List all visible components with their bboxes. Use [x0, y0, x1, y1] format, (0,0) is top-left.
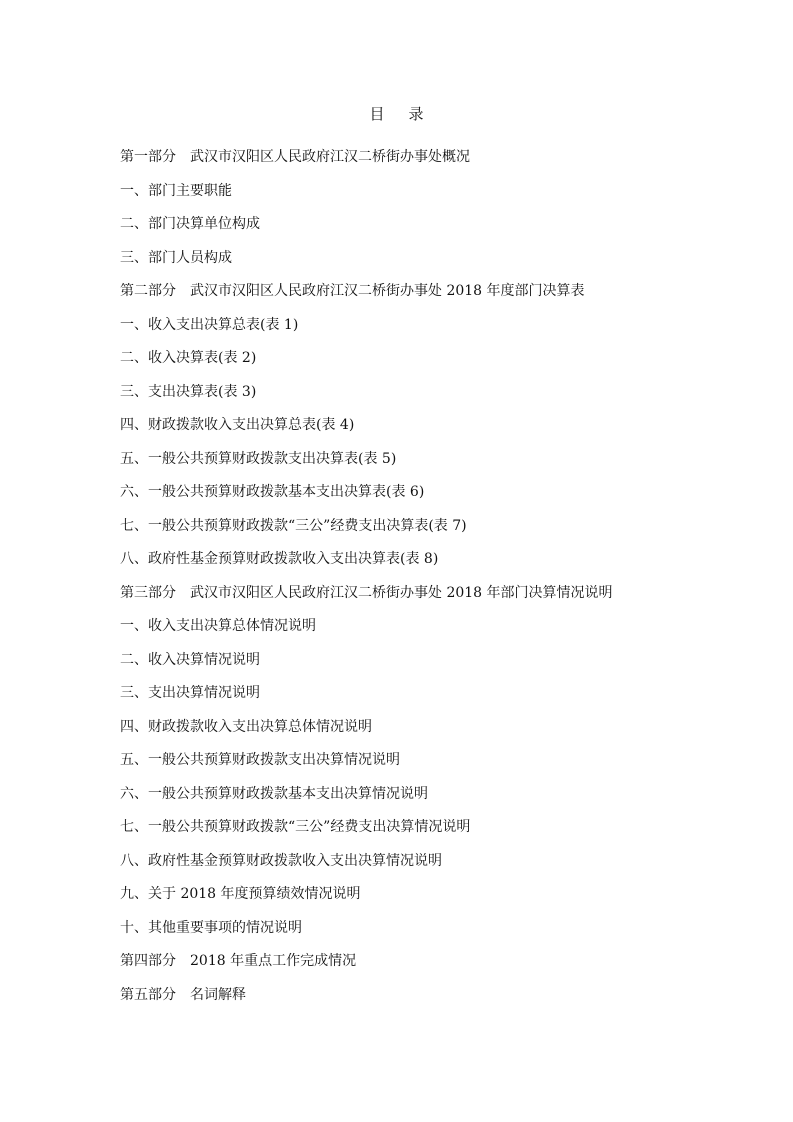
toc-entry: 七、一般公共预算财政拨款“三公”经费支出决算表(表 7) — [120, 517, 467, 534]
toc-entry: 八、政府性基金预算财政拨款收入支出决算表(表 8) — [120, 551, 439, 567]
toc-entry: 五、一般公共预算财政拨款支出决算表(表 5) — [120, 450, 397, 467]
toc-entry: 第三部分 武汉市汉阳区人民政府江汉二桥街办事处 2018 年部门决算情况说明 — [120, 584, 613, 601]
toc-entry: 二、收入决算表(表 2) — [120, 350, 257, 366]
toc-entry: 四、财政拨款收入支出决算总体情况说明 — [120, 718, 372, 735]
toc-entry: 二、收入决算情况说明 — [120, 651, 260, 668]
toc-entry: 三、支出决算情况说明 — [120, 685, 260, 701]
toc-entry: 三、部门人员构成 — [120, 249, 232, 266]
toc-entry: 一、收入支出决算总表(表 1) — [120, 316, 299, 333]
toc-entry: 七、一般公共预算财政拨款“三公”经费支出决算情况说明 — [120, 819, 471, 835]
toc-entry: 一、收入支出决算总体情况说明 — [120, 618, 316, 634]
page-title: 目录 — [369, 105, 448, 123]
toc-entry: 第二部分 武汉市汉阳区人民政府江汉二桥街办事处 2018 年度部门决算表 — [120, 283, 585, 299]
toc-entry: 一、部门主要职能 — [120, 182, 232, 199]
table-of-contents — [120, 141, 760, 1012]
toc-entry: 四、财政拨款收入支出决算总表(表 4) — [120, 417, 355, 433]
toc-entry: 二、部门决算单位构成 — [120, 216, 260, 232]
toc-entry: 第五部分 名词解释 — [120, 986, 246, 1003]
toc-entry: 五、一般公共预算财政拨款支出决算情况说明 — [120, 752, 400, 768]
toc-entry: 九、关于 2018 年度预算绩效情况说明 — [120, 886, 361, 902]
toc-entry: 第一部分 武汉市汉阳区人民政府江汉二桥街办事处概况 — [120, 149, 470, 165]
toc-entry: 八、政府性基金预算财政拨款收入支出决算情况说明 — [120, 852, 442, 869]
toc-entry: 六、一般公共预算财政拨款基本支出决算表(表 6) — [120, 484, 425, 500]
toc-entry: 第四部分 2018 年重点工作完成情况 — [120, 953, 357, 969]
toc-entry: 三、支出决算表(表 3) — [120, 383, 257, 400]
toc-entry: 十、其他重要事项的情况说明 — [120, 919, 302, 936]
toc-entry: 六、一般公共预算财政拨款基本支出决算情况说明 — [120, 785, 428, 802]
